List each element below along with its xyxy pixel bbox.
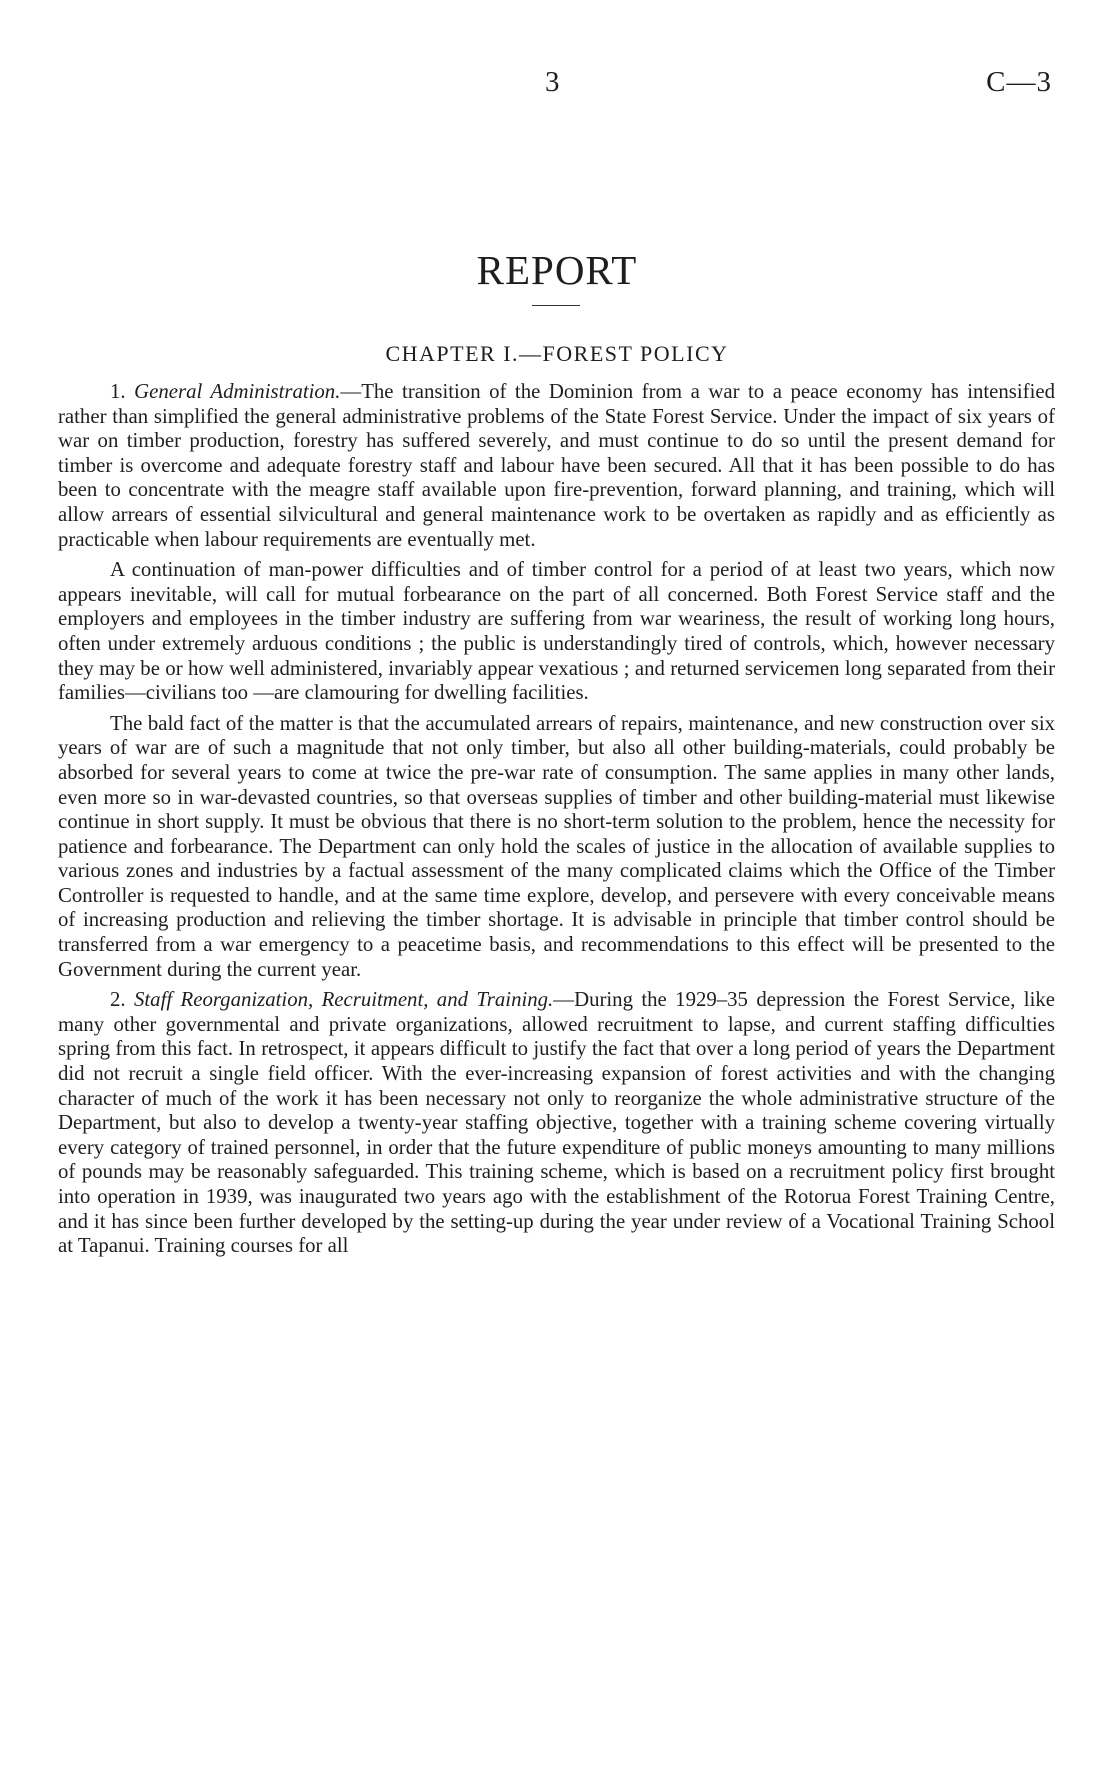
paragraph-text: The bald fact of the matter is that the accumulated arrears of repairs, maintenance, and new construction over six years of war are of such a magnitude that not only timber, but also all other building-materials, could probably be absorbed for several years to come at twice the pre-war rate of consumption. The same applies in many other lands, even more so in war-devasted countries, so that overseas supplies of timber and other building-material must likewise continue in short supply. It must be obvious that there is no short-term solution to the problem, hence the necessity for patience and forbearance. The Department can only hold the scales of justice in the allocation of available supplies to various zones and industries by a factual assessment of the many complicated claims which the Office of the Timber Controller is requested to handle, and at the same time explore, develop, and persevere with every conceivable means of increasing production and relieving the timber shortage. It is advisable in principle that timber control should be transferred from a war emergency to a peacetime basis, and recommendations to this effect will be presented to the Government during the current year. [58,711,1055,981]
title-rule [532,305,580,306]
paragraph-number: 1. [110,380,126,403]
paragraph-text: A continuation of man-power difficulties and of timber control for a period of at least two years, which now appears inevitable, will call for mutual forbearance on the part of all concerned. Both Forest Service staff and the employers and employees in the timber industry are suffering from war weariness, the result of working long hours, often under extremely arduous conditions ; the public is understandingly tired of controls, which, however necessary they may be or how well administered, invariably appear vexatious ; and returned servicemen long separated from their families—civilians too —are clamouring for dwelling facilities. [58,558,1055,705]
chapter-heading: CHAPTER I.—FOREST POLICY [385,341,729,366]
paragraph-title: Staff Reorganization, Recruitment, and Training. [134,988,554,1012]
report-body [58,380,1055,1265]
document-code: C—3 [986,66,1052,98]
paragraph-title: General Administration. [134,380,341,403]
paragraph-general-administration [58,380,1055,552]
paragraph-staff-reorganization [58,988,1055,1259]
report-title: REPORT [476,247,638,293]
paragraph-arrears [58,712,1055,983]
paragraph-number: 2. [110,988,126,1012]
paragraph-text: —The transition of the Dominion from a war to a peace economy has intensified rather than simplified the general administrative problems of the State Forest Service. Under the impact of six years of war on timber production, forestry has suffered severely, and must continue to do so until the present demand for timber is overcome and adequate forestry staff and labour have been secured. All that it has been possible to do has been to concentrate with the meagre staff available upon fire-prevention, forward planning, and training, which will allow arrears of essential silvicultural and general maintenance work to be overtaken as rapidly and as efficiently as practicable when labour requirements are eventually met. [58,380,1056,551]
paragraph-text: —During the 1929–35 depression the Forest Service, like many other governmental and private organizations, allowed recruitment to lapse, and current staffing difficulties spring from this fact. In retrospect, it appears difficult to justify the fact that over a long period of years the Department did not recruit a single field officer. With the ever-increasing expansion of forest activities and with the changing character of much of the work it has been necessary not only to reorganize the whole administrative structure of the Department, but also to develop a twenty-year staffing objective, together with a training scheme covering virtually every category of trained personnel, in order that the future expenditure of public moneys amounting to many millions of pounds may be reasonably safeguarded. This training scheme, which is based on a recruitment policy first brought into operation in 1939, was inaugurated two years ago with the establishment of the Rotorua Forest Training Centre, and it has since been further developed by the setting-up during the year under review of a Vocational Training School at Tapanui. Training courses for all [58,988,1055,1258]
page-number: 3 [545,66,560,98]
paragraph-man-power [58,558,1055,706]
